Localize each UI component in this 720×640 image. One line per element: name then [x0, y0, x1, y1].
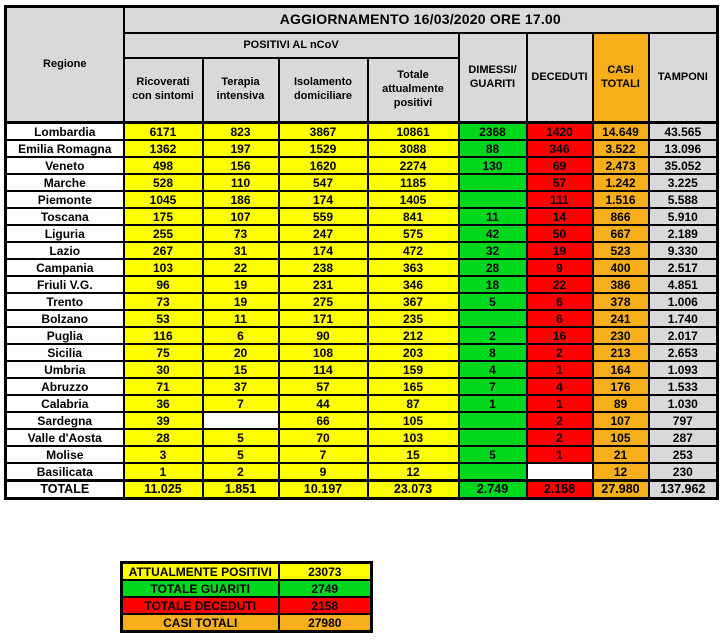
table-row [6, 429, 718, 446]
cell-value: 3867 [279, 123, 368, 141]
cell-value: 88 [459, 140, 527, 157]
cell-value: 2 [459, 327, 527, 344]
cell-value: 267 [124, 242, 203, 259]
total-row [6, 481, 718, 499]
cell-value: 2.517 [649, 259, 718, 276]
cell-value: 39 [124, 412, 203, 429]
cell-value: 69 [527, 157, 593, 174]
cell-value: 18 [459, 276, 527, 293]
table-row [6, 395, 718, 412]
cell-value: 472 [368, 242, 459, 259]
cell-value: 75 [124, 344, 203, 361]
cell-value: 2 [527, 429, 593, 446]
cell-value: 2.189 [649, 225, 718, 242]
region-name: Bolzano [6, 310, 124, 327]
cell-value: 31 [203, 242, 279, 259]
region-name: Valle d'Aosta [6, 429, 124, 446]
cell-value: 35.052 [649, 157, 718, 174]
cell-value: 175 [124, 208, 203, 225]
cell-value: 241 [593, 310, 649, 327]
cell-value: 1620 [279, 157, 368, 174]
cell-value [459, 310, 527, 327]
legend-value: 2749 [279, 580, 372, 597]
column-header-tamponi: TAMPONI [649, 33, 718, 123]
cell-value: 9 [279, 463, 368, 481]
table-row [6, 242, 718, 259]
cell-value: 231 [279, 276, 368, 293]
cell-value: 15 [203, 361, 279, 378]
cell-value: 71 [124, 378, 203, 395]
cell-value [527, 463, 593, 481]
cell-value: 559 [279, 208, 368, 225]
cell-value: 2.017 [649, 327, 718, 344]
cell-value: 1 [124, 463, 203, 481]
cell-value [459, 429, 527, 446]
cell-value: 528 [124, 174, 203, 191]
region-name: Veneto [6, 157, 124, 174]
table-row [6, 276, 718, 293]
region-name: Emilia Romagna [6, 140, 124, 157]
cell-value: 797 [649, 412, 718, 429]
cell-value: 5.588 [649, 191, 718, 208]
cell-value: 107 [203, 208, 279, 225]
table-row [6, 293, 718, 310]
cell-value: 11.025 [124, 481, 203, 499]
cell-value: 44 [279, 395, 368, 412]
cell-value: 4 [527, 378, 593, 395]
cell-value: 547 [279, 174, 368, 191]
cell-value: 9 [527, 259, 593, 276]
cell-value: 89 [593, 395, 649, 412]
cell-value: 5 [459, 293, 527, 310]
cell-value: 197 [203, 140, 279, 157]
cell-value: 28 [124, 429, 203, 446]
cell-value: 19 [527, 242, 593, 259]
cell-value: 111 [527, 191, 593, 208]
column-header-terapia-intensiva: Terapia intensiva [203, 58, 279, 123]
cell-value: 400 [593, 259, 649, 276]
region-name: Basilicata [6, 463, 124, 481]
cell-value: 9.330 [649, 242, 718, 259]
cell-value [459, 463, 527, 481]
region-name: Puglia [6, 327, 124, 344]
cell-value: 32 [459, 242, 527, 259]
cell-value: 4 [459, 361, 527, 378]
table-row [6, 140, 718, 157]
table-title: AGGIORNAMENTO 16/03/2020 ORE 17.00 [124, 7, 718, 34]
cell-value: 523 [593, 242, 649, 259]
cell-value: 8 [459, 344, 527, 361]
column-header-dimessi-guariti: DIMESSI/ GUARITI [459, 33, 527, 123]
cell-value: 57 [279, 378, 368, 395]
cell-value: 159 [368, 361, 459, 378]
cell-value: 1 [527, 446, 593, 463]
cell-value: 367 [368, 293, 459, 310]
table-row [6, 446, 718, 463]
cell-value: 10861 [368, 123, 459, 141]
table-row [6, 463, 718, 481]
cell-value: 1 [459, 395, 527, 412]
cell-value: 1405 [368, 191, 459, 208]
region-name: Lazio [6, 242, 124, 259]
cell-value: 103 [124, 259, 203, 276]
cell-value: 203 [368, 344, 459, 361]
cell-value: 378 [593, 293, 649, 310]
cell-value: 20 [203, 344, 279, 361]
cell-value: 3088 [368, 140, 459, 157]
cell-value: 386 [593, 276, 649, 293]
region-name: Trento [6, 293, 124, 310]
cell-value: 6 [527, 293, 593, 310]
cell-value: 5 [203, 446, 279, 463]
table-row [6, 208, 718, 225]
cell-value: 11 [459, 208, 527, 225]
summary-legend-table [120, 561, 373, 633]
cell-value: 156 [203, 157, 279, 174]
table-row [6, 259, 718, 276]
region-name: Friuli V.G. [6, 276, 124, 293]
table-row [6, 310, 718, 327]
cell-value: 253 [649, 446, 718, 463]
region-name: Lombardia [6, 123, 124, 141]
cell-value: 130 [459, 157, 527, 174]
table-row [6, 412, 718, 429]
cell-value: 1.006 [649, 293, 718, 310]
cell-value: 346 [368, 276, 459, 293]
table-row [6, 225, 718, 242]
legend-label: TOTALE GUARITI [122, 580, 279, 597]
cell-value: 57 [527, 174, 593, 191]
cell-value: 1 [527, 361, 593, 378]
cell-value: 36 [124, 395, 203, 412]
cell-value: 186 [203, 191, 279, 208]
cell-value: 2.158 [527, 481, 593, 499]
cell-value [203, 412, 279, 429]
cell-value: 15 [368, 446, 459, 463]
region-name: Molise [6, 446, 124, 463]
cell-value: 2 [527, 344, 593, 361]
cell-value: 171 [279, 310, 368, 327]
cell-value: 275 [279, 293, 368, 310]
cell-value: 22 [527, 276, 593, 293]
legend-row [122, 614, 372, 632]
cell-value: 174 [279, 191, 368, 208]
region-name: Toscana [6, 208, 124, 225]
cell-value: 346 [527, 140, 593, 157]
cell-value: 5 [203, 429, 279, 446]
cell-value: 1185 [368, 174, 459, 191]
cell-value: 230 [593, 327, 649, 344]
cell-value: 12 [368, 463, 459, 481]
table-row [6, 344, 718, 361]
region-name: Marche [6, 174, 124, 191]
cell-value: 105 [368, 412, 459, 429]
cell-value: 10.197 [279, 481, 368, 499]
legend-label: TOTALE DECEDUTI [122, 597, 279, 614]
cell-value: 14.649 [593, 123, 649, 141]
cell-value: 212 [368, 327, 459, 344]
region-name: Sicilia [6, 344, 124, 361]
cell-value: 1.030 [649, 395, 718, 412]
cell-value: 50 [527, 225, 593, 242]
cell-value: 11 [203, 310, 279, 327]
cell-value: 1.242 [593, 174, 649, 191]
cell-value: 1 [527, 395, 593, 412]
cell-value: 287 [649, 429, 718, 446]
cell-value: 1529 [279, 140, 368, 157]
column-header-isolamento: Isolamento domiciliare [279, 58, 368, 123]
cell-value: 2.473 [593, 157, 649, 174]
column-header-ricoverati: Ricoverati con sintomi [124, 58, 203, 123]
cell-value: 7 [279, 446, 368, 463]
regions-data-table [4, 5, 719, 500]
legend-row [122, 563, 372, 581]
table-row [6, 378, 718, 395]
cell-value: 53 [124, 310, 203, 327]
cell-value [459, 174, 527, 191]
cell-value: 6171 [124, 123, 203, 141]
cell-value: 103 [368, 429, 459, 446]
cell-value: 498 [124, 157, 203, 174]
region-name: Piemonte [6, 191, 124, 208]
cell-value: 235 [368, 310, 459, 327]
cell-value: 176 [593, 378, 649, 395]
cell-value: 73 [124, 293, 203, 310]
cell-value: 13.096 [649, 140, 718, 157]
cell-value: 110 [203, 174, 279, 191]
cell-value: 174 [279, 242, 368, 259]
legend-value: 2158 [279, 597, 372, 614]
table-row [6, 123, 718, 141]
cell-value: 2.749 [459, 481, 527, 499]
cell-value: 66 [279, 412, 368, 429]
cell-value: 7 [459, 378, 527, 395]
cell-value: 107 [593, 412, 649, 429]
legend-label: CASI TOTALI [122, 614, 279, 632]
cell-value: 363 [368, 259, 459, 276]
cell-value: 1.516 [593, 191, 649, 208]
cell-value: 37 [203, 378, 279, 395]
cell-value: 1420 [527, 123, 593, 141]
legend-label: ATTUALMENTE POSITIVI [122, 563, 279, 581]
table-row [6, 361, 718, 378]
cell-value: 23.073 [368, 481, 459, 499]
cell-value: 1362 [124, 140, 203, 157]
cell-value: 116 [124, 327, 203, 344]
cell-value: 27.980 [593, 481, 649, 499]
table-row [6, 174, 718, 191]
cell-value: 108 [279, 344, 368, 361]
cell-value: 42 [459, 225, 527, 242]
cell-value: 247 [279, 225, 368, 242]
cell-value: 21 [593, 446, 649, 463]
cell-value: 2274 [368, 157, 459, 174]
cell-value: 22 [203, 259, 279, 276]
cell-value: 19 [203, 293, 279, 310]
cell-value: 3.522 [593, 140, 649, 157]
cell-value: 7 [203, 395, 279, 412]
cell-value: 14 [527, 208, 593, 225]
cell-value: 12 [593, 463, 649, 481]
cell-value: 238 [279, 259, 368, 276]
legend-value: 27980 [279, 614, 372, 632]
cell-value: 164 [593, 361, 649, 378]
cell-value: 114 [279, 361, 368, 378]
cell-value: 823 [203, 123, 279, 141]
cell-value: 6 [203, 327, 279, 344]
cell-value: 43.565 [649, 123, 718, 141]
cell-value: 2 [527, 412, 593, 429]
cell-value: 841 [368, 208, 459, 225]
region-name: Calabria [6, 395, 124, 412]
cell-value: 87 [368, 395, 459, 412]
region-name: Umbria [6, 361, 124, 378]
cell-value: 6 [527, 310, 593, 327]
cell-value: 213 [593, 344, 649, 361]
cell-value: 165 [368, 378, 459, 395]
cell-value: 5 [459, 446, 527, 463]
cell-value [459, 191, 527, 208]
cell-value: 105 [593, 429, 649, 446]
cell-value: 5.910 [649, 208, 718, 225]
cell-value: 4.851 [649, 276, 718, 293]
region-name: Liguria [6, 225, 124, 242]
cell-value: 1.740 [649, 310, 718, 327]
cell-value: 230 [649, 463, 718, 481]
cell-value: 2 [203, 463, 279, 481]
cell-value: 866 [593, 208, 649, 225]
total-label: TOTALE [6, 481, 124, 499]
cell-value: 3.225 [649, 174, 718, 191]
cell-value: 73 [203, 225, 279, 242]
column-header-casi-totali: CASI TOTALI [593, 33, 649, 123]
cell-value: 137.962 [649, 481, 718, 499]
legend-value: 23073 [279, 563, 372, 581]
cell-value: 3 [124, 446, 203, 463]
cell-value [459, 412, 527, 429]
region-name: Campania [6, 259, 124, 276]
group-header-positivi: POSITIVI AL nCoV [124, 33, 459, 58]
cell-value: 1.533 [649, 378, 718, 395]
corner-header-regione: Regione [6, 7, 124, 123]
column-header-deceduti: DECEDUTI [527, 33, 593, 123]
table-row [6, 157, 718, 174]
cell-value: 1045 [124, 191, 203, 208]
cell-value: 16 [527, 327, 593, 344]
cell-value: 30 [124, 361, 203, 378]
cell-value: 667 [593, 225, 649, 242]
column-header-totale-positivi: Totale attualmente positivi [368, 58, 459, 123]
cell-value: 90 [279, 327, 368, 344]
cell-value: 2.653 [649, 344, 718, 361]
cell-value: 255 [124, 225, 203, 242]
cell-value: 96 [124, 276, 203, 293]
region-name: Sardegna [6, 412, 124, 429]
cell-value: 2368 [459, 123, 527, 141]
legend-row [122, 580, 372, 597]
region-name: Abruzzo [6, 378, 124, 395]
cell-value: 19 [203, 276, 279, 293]
cell-value: 575 [368, 225, 459, 242]
legend-row [122, 597, 372, 614]
cell-value: 1.851 [203, 481, 279, 499]
cell-value: 28 [459, 259, 527, 276]
table-row [6, 327, 718, 344]
cell-value: 1.093 [649, 361, 718, 378]
table-row [6, 191, 718, 208]
cell-value: 70 [279, 429, 368, 446]
